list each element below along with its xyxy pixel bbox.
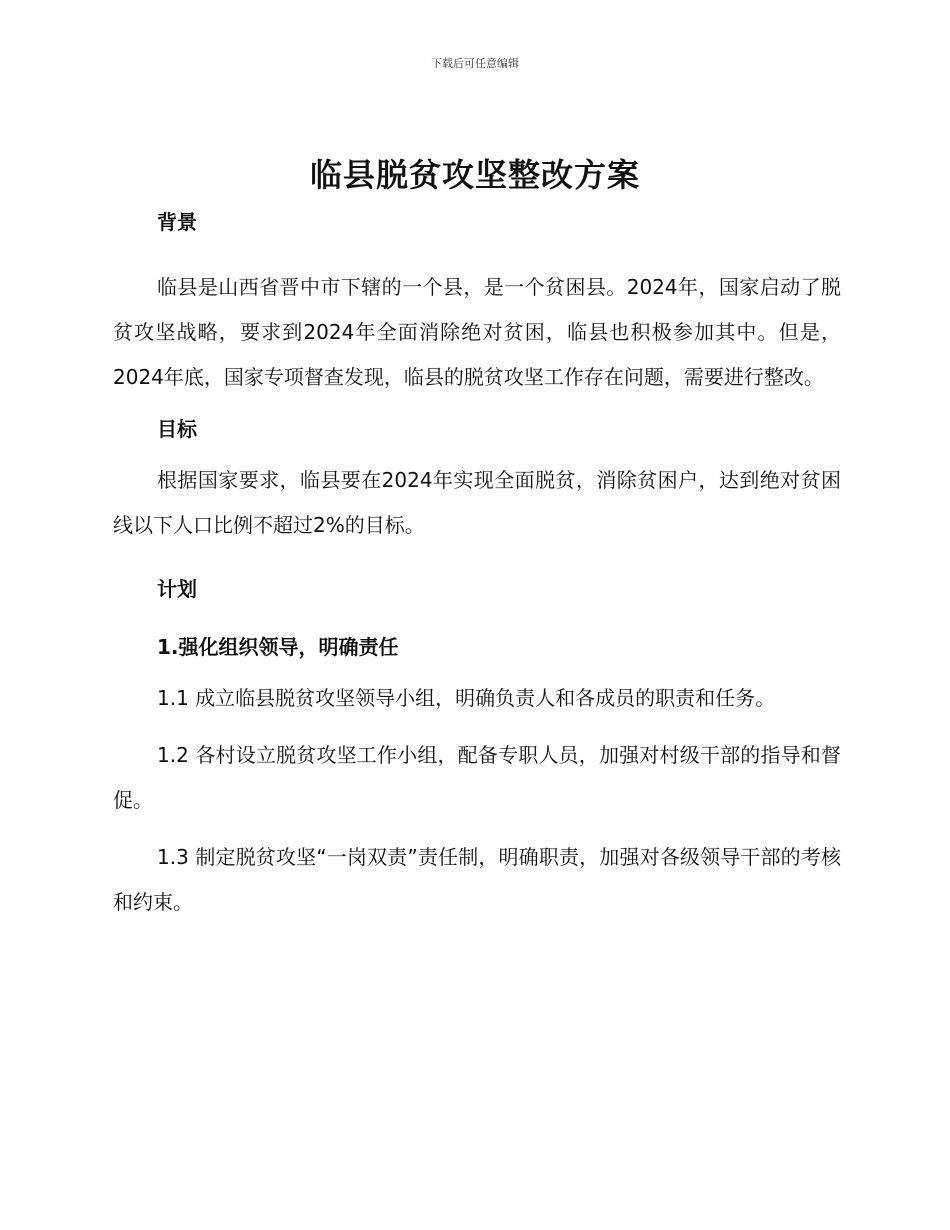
plan-item: 1.3 制定脱贫攻坚“一岗双责”责任制，明确职责，加强对各级领导干部的考核和约束。	[113, 845, 841, 914]
heading-plan: 计划	[157, 577, 197, 601]
plan-item: 1.2 各村设立脱贫攻坚工作小组，配备专职人员，加强对村级干部的指导和督促。	[113, 743, 841, 812]
heading-background: 背景	[157, 210, 197, 234]
document-title: 临县脱贫攻坚整改方案	[309, 156, 640, 194]
document-body	[113, 205, 841, 925]
paragraph-goal: 根据国家要求，临县要在2024年实现全面脱贫，消除贫困户，达到绝对贫困线以下人口比例不超过2%的目标。	[113, 468, 841, 537]
subheading-plan-1: 1.强化组织领导，明确责任	[157, 635, 399, 659]
header-note: 下载后可任意编辑	[431, 57, 519, 70]
paragraph-background: 临县是山西省晋中市下辖的一个县，是一个贫困县。2024年，国家启动了脱贫攻坚战略，要求到2024年全面消除绝对贫困，临县也积极参加其中。但是，2024年底，国家专项督查发现，临县的脱贫攻坚工作存在问题，需要进行整改。	[113, 275, 841, 389]
plan-item: 1.1 成立临县脱贫攻坚领导小组，明确负责人和各成员的职责和任务。	[157, 686, 776, 710]
heading-goal: 目标	[157, 417, 197, 441]
